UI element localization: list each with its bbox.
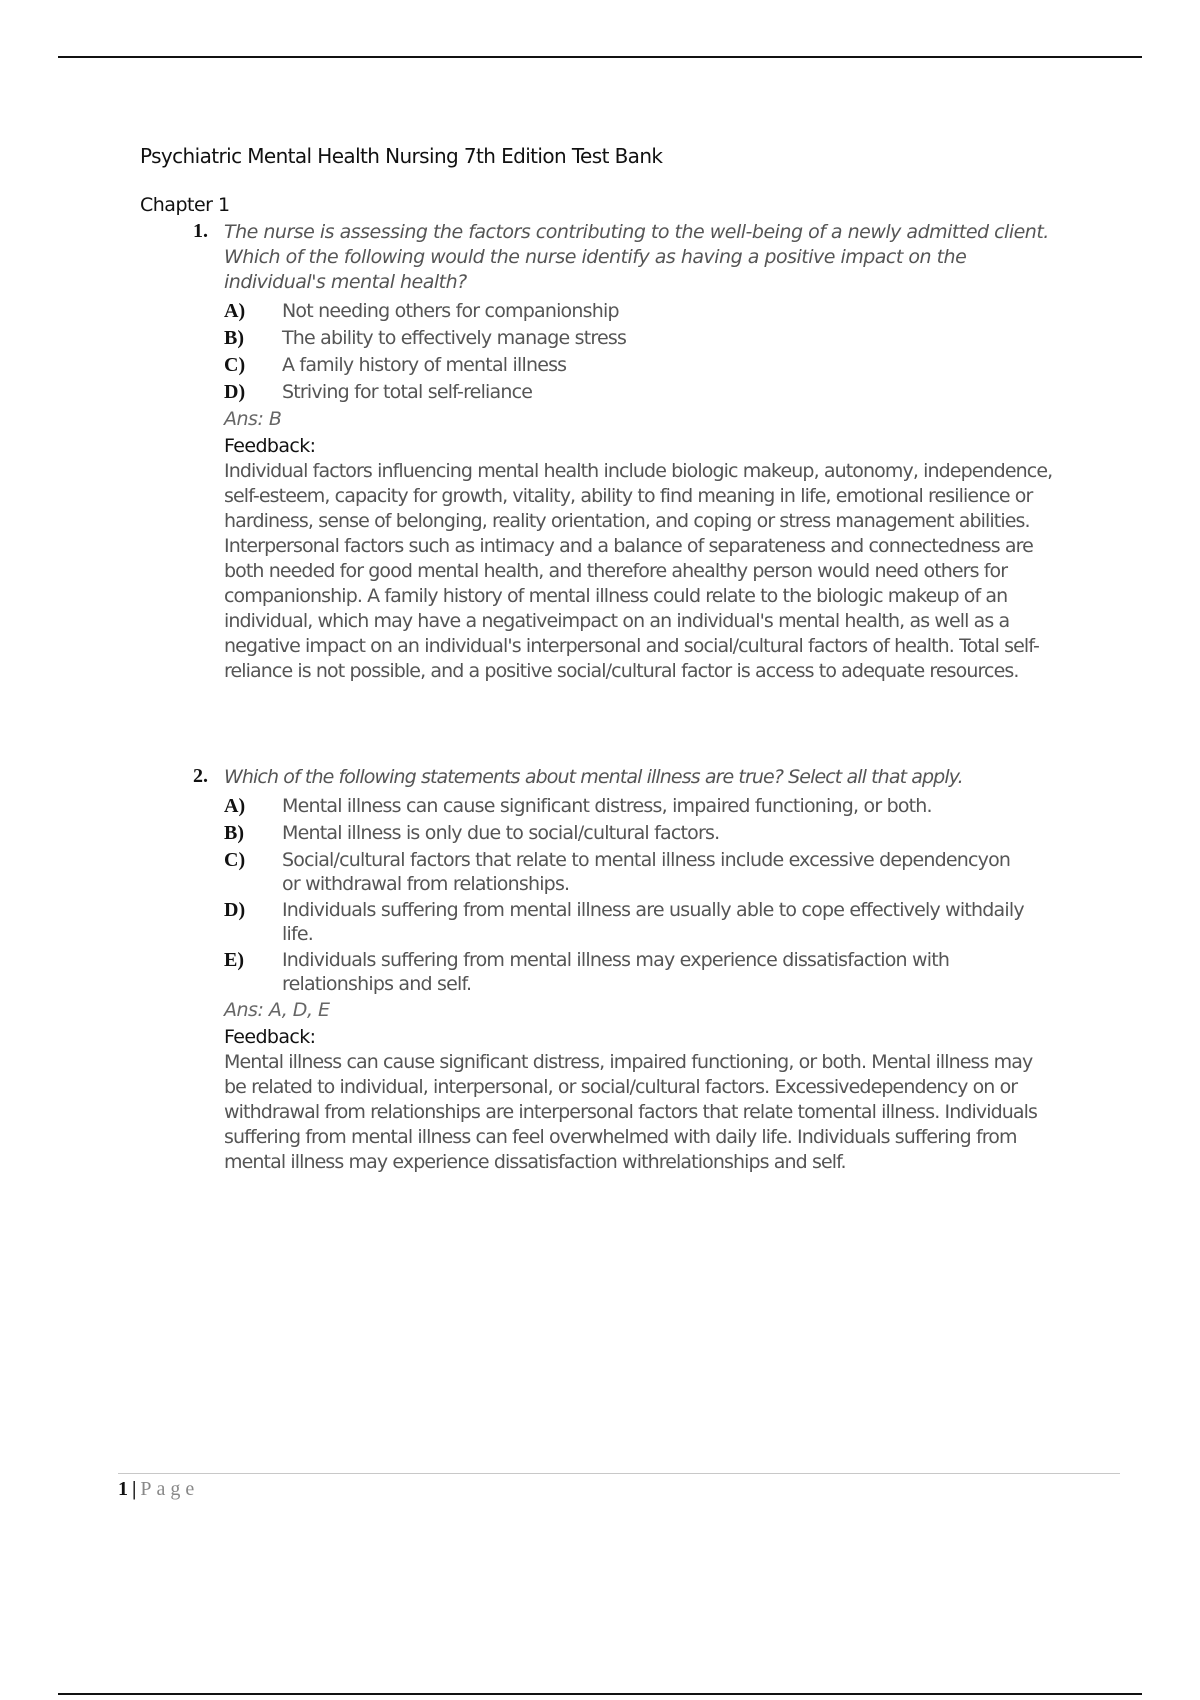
feedback-label: Feedback: bbox=[224, 435, 316, 457]
option-letter: E) bbox=[224, 949, 244, 971]
options-list bbox=[224, 794, 1063, 996]
option-b bbox=[224, 821, 1063, 846]
page-number: 1 bbox=[118, 1478, 128, 1500]
option-e bbox=[224, 948, 1063, 996]
feedback-text: Individual factors influencing mental health include biologic makeup, autonomy, independence, self-esteem, capacity for growth, vitality, ability to find meaning in life, emotional resilience or hardiness, sense of belonging, reality orientation, and coping or stress management abilities. Interpersonal factors such as intimacy and a balance of separateness and connectedness are both needed for good mental health, and therefore ahealthy person would need others for companionship. A family history of mental illness could relate to the biologic makeup of an individual, which may have a negativeimpact on an individual's mental health, as well as a negative impact on an individual's interpersonal and social/cultural factors of health. Total self-reliance is not possible, and a positive social/cultural factor is access to adequate resources. bbox=[224, 460, 1053, 682]
option-text: The ability to effectively manage stress bbox=[282, 327, 627, 349]
page-label: Page bbox=[140, 1478, 200, 1500]
option-text: Social/cultural factors that relate to mental illness include excessive dependencyon or withdrawal from relationships. bbox=[282, 849, 1011, 895]
option-letter: D) bbox=[224, 899, 246, 921]
question-2 bbox=[193, 765, 1063, 1175]
option-text: Individuals suffering from mental illness are usually able to cope effectively withdaily life. bbox=[282, 899, 1024, 945]
option-a bbox=[224, 794, 1063, 819]
question-1 bbox=[193, 220, 1063, 684]
option-text: A family history of mental illness bbox=[282, 354, 567, 376]
option-letter: D) bbox=[224, 381, 246, 403]
feedback-label: Feedback: bbox=[224, 1026, 316, 1048]
option-letter: C) bbox=[224, 849, 246, 871]
options-list bbox=[224, 299, 1063, 405]
option-c bbox=[224, 848, 1063, 896]
option-letter: B) bbox=[224, 822, 244, 844]
option-letter: C) bbox=[224, 354, 246, 376]
option-text: Not needing others for companionship bbox=[282, 300, 619, 322]
option-a bbox=[224, 299, 1063, 324]
option-letter: A) bbox=[224, 795, 246, 817]
footer-rule bbox=[118, 1473, 1120, 1474]
option-text: Individuals suffering from mental illness may experience dissatisfaction with relationships and self. bbox=[282, 949, 950, 995]
option-letter: A) bbox=[224, 300, 246, 322]
question-text: The nurse is assessing the factors contributing to the well-being of a newly admitted client. Which of the following would the nurse identify as having a positive impact on the individual's mental health? bbox=[224, 221, 1049, 293]
option-text: Striving for total self-reliance bbox=[282, 381, 533, 403]
option-d bbox=[224, 898, 1063, 946]
option-b bbox=[224, 326, 1063, 351]
option-text: Mental illness can cause significant distress, impaired functioning, or both. bbox=[282, 795, 932, 817]
question-number: 2. bbox=[193, 765, 208, 787]
answer-key: Ans: A, D, E bbox=[224, 999, 330, 1021]
bottom-rule bbox=[58, 1693, 1142, 1695]
option-letter: B) bbox=[224, 327, 244, 349]
top-rule bbox=[58, 56, 1142, 58]
chapter-heading: Chapter 1 bbox=[140, 194, 230, 216]
feedback-text: Mental illness can cause significant distress, impaired functioning, or both. Mental illness may be related to individual, interpersonal, or social/cultural factors. Excessivedependency on or withdrawal from relationships are interpersonal factors that relate tomental illness. Individuals suffering from mental illness can feel overwhelmed with daily life. Individuals suffering from mental illness may experience dissatisfaction withrelationships and self. bbox=[224, 1051, 1038, 1173]
page-footer bbox=[118, 1478, 199, 1501]
answer-key: Ans: B bbox=[224, 408, 282, 430]
footer-separator: | bbox=[132, 1478, 137, 1500]
question-text: Which of the following statements about mental illness are true? Select all that apply. bbox=[224, 766, 963, 788]
option-c bbox=[224, 353, 1063, 378]
option-text: Mental illness is only due to social/cultural factors. bbox=[282, 822, 720, 844]
page-title: Psychiatric Mental Health Nursing 7th Edition Test Bank bbox=[140, 144, 663, 168]
question-number: 1. bbox=[193, 220, 208, 242]
option-d bbox=[224, 380, 1063, 405]
